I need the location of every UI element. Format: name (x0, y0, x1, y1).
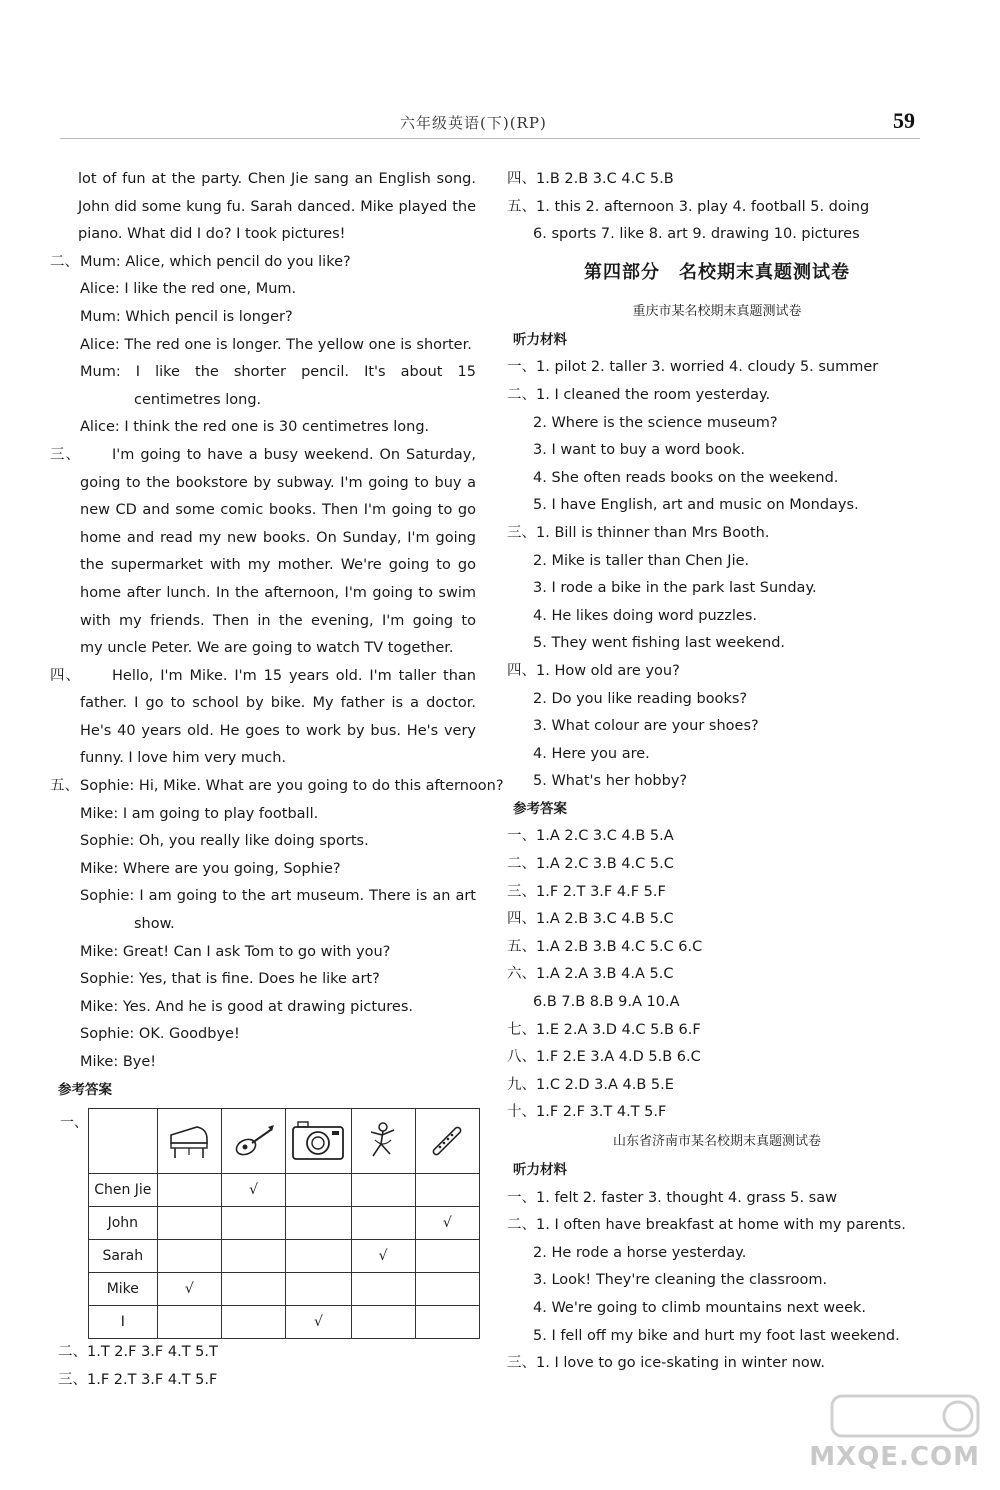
listening-heading: 听力材料 (513, 1162, 567, 1178)
section-marker: 二、 (50, 253, 79, 270)
passage-text: He's 40 years old. He goes to work by bus. He's very (80, 722, 476, 739)
listening-heading: 听力材料 (513, 331, 567, 348)
dialog-line (50, 994, 480, 1022)
passage-text: new CD and some comic books. Then I'm going to go (80, 502, 476, 519)
dialog-line (50, 939, 480, 967)
dialog-line (50, 276, 480, 304)
table-row (89, 1306, 480, 1339)
dialog-line (50, 332, 480, 360)
text-line: 五、1.A 2.B 3.B 4.C 5.C 6.C (507, 938, 703, 955)
check-cell (351, 1273, 415, 1306)
answer-row: 三、1.F 2.T 3.F 4.T 5.F (58, 1371, 218, 1388)
dialog-text: centimetres long. (134, 391, 262, 408)
text-line: 二、1. I often have breakfast at home with my parents. (507, 1217, 906, 1234)
check-cell (415, 1240, 479, 1273)
text-line: piano. What did I do? I took pictures! (78, 226, 346, 243)
icon-cell (351, 1109, 415, 1174)
check-cell: √ (221, 1174, 285, 1207)
dialog-text: show. (134, 916, 175, 933)
table-row (89, 1174, 480, 1207)
check-cell (415, 1174, 479, 1207)
section-marker: 五、 (50, 778, 79, 795)
check-cell: √ (157, 1273, 221, 1306)
dialog-line (50, 359, 480, 387)
check-cell (157, 1174, 221, 1207)
table-row (89, 1240, 480, 1273)
passage-line (50, 608, 480, 636)
dialog-line (50, 387, 480, 415)
text-line: 6. sports 7. like 8. art 9. drawing 10. pictures (533, 226, 860, 243)
passage-text: going to the bookstore by subway. I'm going to buy a (80, 474, 476, 491)
text-line: 4. Here you are. (533, 745, 650, 762)
watermark (800, 1392, 980, 1472)
check-cell (157, 1240, 221, 1273)
check-cell (221, 1240, 285, 1273)
passage-line (50, 470, 480, 498)
dialog-text: Alice: I like the red one, Mum. (80, 281, 297, 298)
check-cell (286, 1207, 351, 1240)
dialog-text: Alice: I think the red one is 30 centimetres long. (80, 419, 430, 436)
passage-text: with my friends. Then in the evening, I'm going to (80, 612, 476, 629)
dancer-icon (363, 1120, 403, 1162)
corner-cell (89, 1109, 158, 1174)
section-marker: 四、 (50, 667, 80, 684)
text-line: 3. Look! They're cleaning the classroom. (533, 1272, 828, 1289)
answer-row: 二、1.T 2.F 3.F 4.T 5.T (58, 1344, 218, 1361)
text-line: 四、1. How old are you? (507, 662, 680, 679)
icon-cell (415, 1109, 479, 1174)
header-rule (60, 138, 920, 139)
text-line: 2. Do you like reading books? (533, 690, 748, 707)
check-cell (415, 1273, 479, 1306)
passage-text: home after lunch. In the afternoon, I'm going to swim (80, 584, 476, 601)
icon-cell (221, 1109, 285, 1174)
text-line: lot of fun at the party. Chen Jie sang an English song. (78, 171, 476, 187)
row-name: John (89, 1207, 158, 1240)
text-line: 5. I have English, art and music on Mondays. (533, 497, 859, 514)
check-cell (286, 1240, 351, 1273)
text-line: 五、1. this 2. afternoon 3. play 4. football 5. doing (507, 198, 870, 215)
section-marker: 三、 (50, 446, 80, 463)
row-name: Sarah (89, 1240, 158, 1273)
answer-table (88, 1108, 480, 1339)
passage-line (50, 690, 480, 718)
passage-text: Hello, I'm Mike. I'm 15 years old. I'm taller than (112, 667, 476, 684)
dialog-line (50, 414, 480, 442)
icon-cell (286, 1109, 351, 1174)
dialog-line (50, 828, 480, 856)
check-cell: √ (351, 1240, 415, 1273)
row-name: Mike (89, 1273, 158, 1306)
passage-text: I'm going to have a busy weekend. On Saturday, (112, 446, 476, 463)
answers-heading: 参考答案 (513, 800, 567, 817)
text-line: 3. I rode a bike in the park last Sunday. (533, 580, 817, 597)
passage-line (50, 552, 480, 580)
passage-text: my uncle Peter. We are going to watch TV together. (80, 640, 454, 657)
check-cell (351, 1207, 415, 1240)
icon-row (89, 1109, 480, 1174)
dialog-text: Mike: I am going to play football. (80, 805, 319, 822)
answers-heading: 参考答案 (58, 1081, 112, 1098)
answer-table-wrap (50, 1108, 480, 1339)
page-header (0, 108, 1000, 142)
exam-title: 重庆市某名校期末真题测试卷 (632, 303, 802, 319)
text-line: 2. Where is the science museum? (533, 414, 778, 431)
watermark-logo-icon (830, 1392, 980, 1440)
text-line: 二、1. I cleaned the room yesterday. (507, 386, 771, 403)
dialog-text: Mum: Which pencil is longer? (80, 308, 293, 325)
table-row (89, 1207, 480, 1240)
dialog-line (50, 1049, 480, 1077)
check-cell (157, 1306, 221, 1339)
dialog-text: Sophie: Oh, you really like doing sports. (80, 833, 369, 850)
row-name: I (89, 1306, 158, 1339)
dialog-text: Sophie: I am going to the art museum. There is an art (80, 888, 476, 905)
running-title: 六年级英语(下)(RP) (400, 114, 547, 132)
dialog-line (50, 856, 480, 884)
text-line: 一、1. pilot 2. taller 3. worried 4. cloudy 5. summer (507, 359, 879, 376)
icon-cell (157, 1109, 221, 1174)
check-cell: √ (415, 1207, 479, 1240)
passage-text: father. I go to school by bike. My father is a doctor. (80, 695, 476, 712)
text-line: 4. We're going to climb mountains next week. (533, 1299, 867, 1316)
check-cell (286, 1174, 351, 1207)
table-row (89, 1273, 480, 1306)
passage-line (50, 497, 480, 525)
check-cell (221, 1306, 285, 1339)
text-line: 2. Mike is taller than Chen Jie. (533, 552, 750, 569)
text-line: 七、1.E 2.A 3.D 4.C 5.B 6.F (507, 1021, 701, 1038)
dialog-line (50, 883, 480, 911)
dialog-line (50, 966, 480, 994)
text-line: 一、1.A 2.C 3.C 4.B 5.A (507, 828, 674, 845)
check-cell (157, 1207, 221, 1240)
right-column (507, 166, 927, 1378)
text-line: 3. I want to buy a word book. (533, 442, 746, 459)
dialog-text: Sophie: Yes, that is fine. Does he like art? (80, 971, 380, 988)
check-cell (286, 1273, 351, 1306)
text-line: John did some kung fu. Sarah danced. Mike played the (78, 198, 476, 215)
flute-icon (425, 1120, 469, 1162)
passage-line (50, 745, 480, 773)
text-line: 5. I fell off my bike and hurt my foot last weekend. (533, 1327, 900, 1344)
dialog-text: Sophie: OK. Goodbye! (80, 1026, 240, 1043)
text-line: 三、1. I love to go ice-skating in winter now. (507, 1355, 825, 1372)
dialog-line (50, 801, 480, 829)
check-cell: √ (286, 1306, 351, 1339)
check-cell (351, 1306, 415, 1339)
exam-title: 山东省济南市某名校期末真题测试卷 (612, 1134, 821, 1149)
text-line: 6.B 7.B 8.B 9.A 10.A (533, 994, 680, 1011)
dialog-text: Mike: Bye! (80, 1054, 157, 1070)
dialog-line (50, 1021, 480, 1049)
text-line: 九、1.C 2.D 3.A 4.B 5.E (507, 1076, 674, 1093)
text-line: 三、1.F 2.T 3.F 4.F 5.F (507, 883, 666, 900)
text-line: 4. She often reads books on the weekend. (533, 469, 839, 486)
text-line: 二、1.A 2.C 3.B 4.C 5.C (507, 856, 674, 873)
section-marker: 一、 (60, 1115, 88, 1132)
dialog-line (50, 249, 480, 277)
text-line: 5. They went fishing last weekend. (533, 635, 786, 652)
text-line: 八、1.F 2.E 3.A 4.D 5.B 6.C (507, 1049, 701, 1066)
watermark-site: MXQE.COM (809, 1442, 980, 1472)
check-cell (351, 1174, 415, 1207)
dialog-text: Alice: The red one is longer. The yellow one is shorter. (80, 336, 472, 353)
text-line: 4. He likes doing word puzzles. (533, 607, 757, 624)
row-name: Chen Jie (89, 1174, 158, 1207)
text-line: 六、1.A 2.A 3.B 4.A 5.C (507, 966, 674, 983)
camera-icon (290, 1119, 346, 1163)
text-line: 四、1.B 2.B 3.C 4.C 5.B (507, 171, 674, 187)
text-line: 四、1.A 2.B 3.C 4.B 5.C (507, 911, 674, 928)
left-column (50, 166, 504, 1394)
dialog-line (50, 911, 480, 939)
check-cell (221, 1207, 285, 1240)
piano-icon (167, 1121, 211, 1161)
guitar-icon (232, 1121, 276, 1161)
dialog-text: Mike: Where are you going, Sophie? (80, 860, 341, 877)
passage-line (50, 718, 480, 746)
text-line: 十、1.F 2.F 3.T 4.T 5.F (507, 1104, 667, 1121)
check-cell (221, 1273, 285, 1306)
text-line: 2. He rode a horse yesterday. (533, 1244, 747, 1261)
dialog-text: Mike: Great! Can I ask Tom to go with you? (80, 943, 391, 960)
passage-text: home and read my new books. On Sunday, I'm going (80, 529, 476, 546)
passage-line (50, 663, 480, 691)
passage-line (50, 525, 480, 553)
passage-line (50, 442, 480, 470)
dialog-text: Mum: Alice, which pencil do you like? (80, 253, 351, 270)
part-title: 第四部分 名校期末真题测试卷 (584, 261, 850, 283)
check-cell (415, 1306, 479, 1339)
passage-line (50, 635, 480, 663)
dialog-text: Sophie: Hi, Mike. What are you going to do this afternoon? (80, 778, 504, 795)
text-line: 5. What's her hobby? (533, 773, 688, 790)
text-line: 一、1. felt 2. faster 3. thought 4. grass 5. saw (507, 1189, 837, 1206)
text-line: 三、1. Bill is thinner than Mrs Booth. (507, 524, 770, 541)
passage-text: funny. I love him very much. (80, 750, 286, 767)
dialog-line (50, 304, 480, 332)
text-line: 3. What colour are your shoes? (533, 718, 759, 735)
passage-line (50, 580, 480, 608)
passage-text: the supermarket with my mother. We're going to go (80, 557, 476, 574)
dialog-text: Mum: I like the shorter pencil. It's about 15 (80, 364, 476, 381)
page-number: 59 (893, 108, 915, 133)
dialog-text: Mike: Yes. And he is good at drawing pictures. (80, 998, 413, 1015)
dialog-line (50, 773, 504, 801)
